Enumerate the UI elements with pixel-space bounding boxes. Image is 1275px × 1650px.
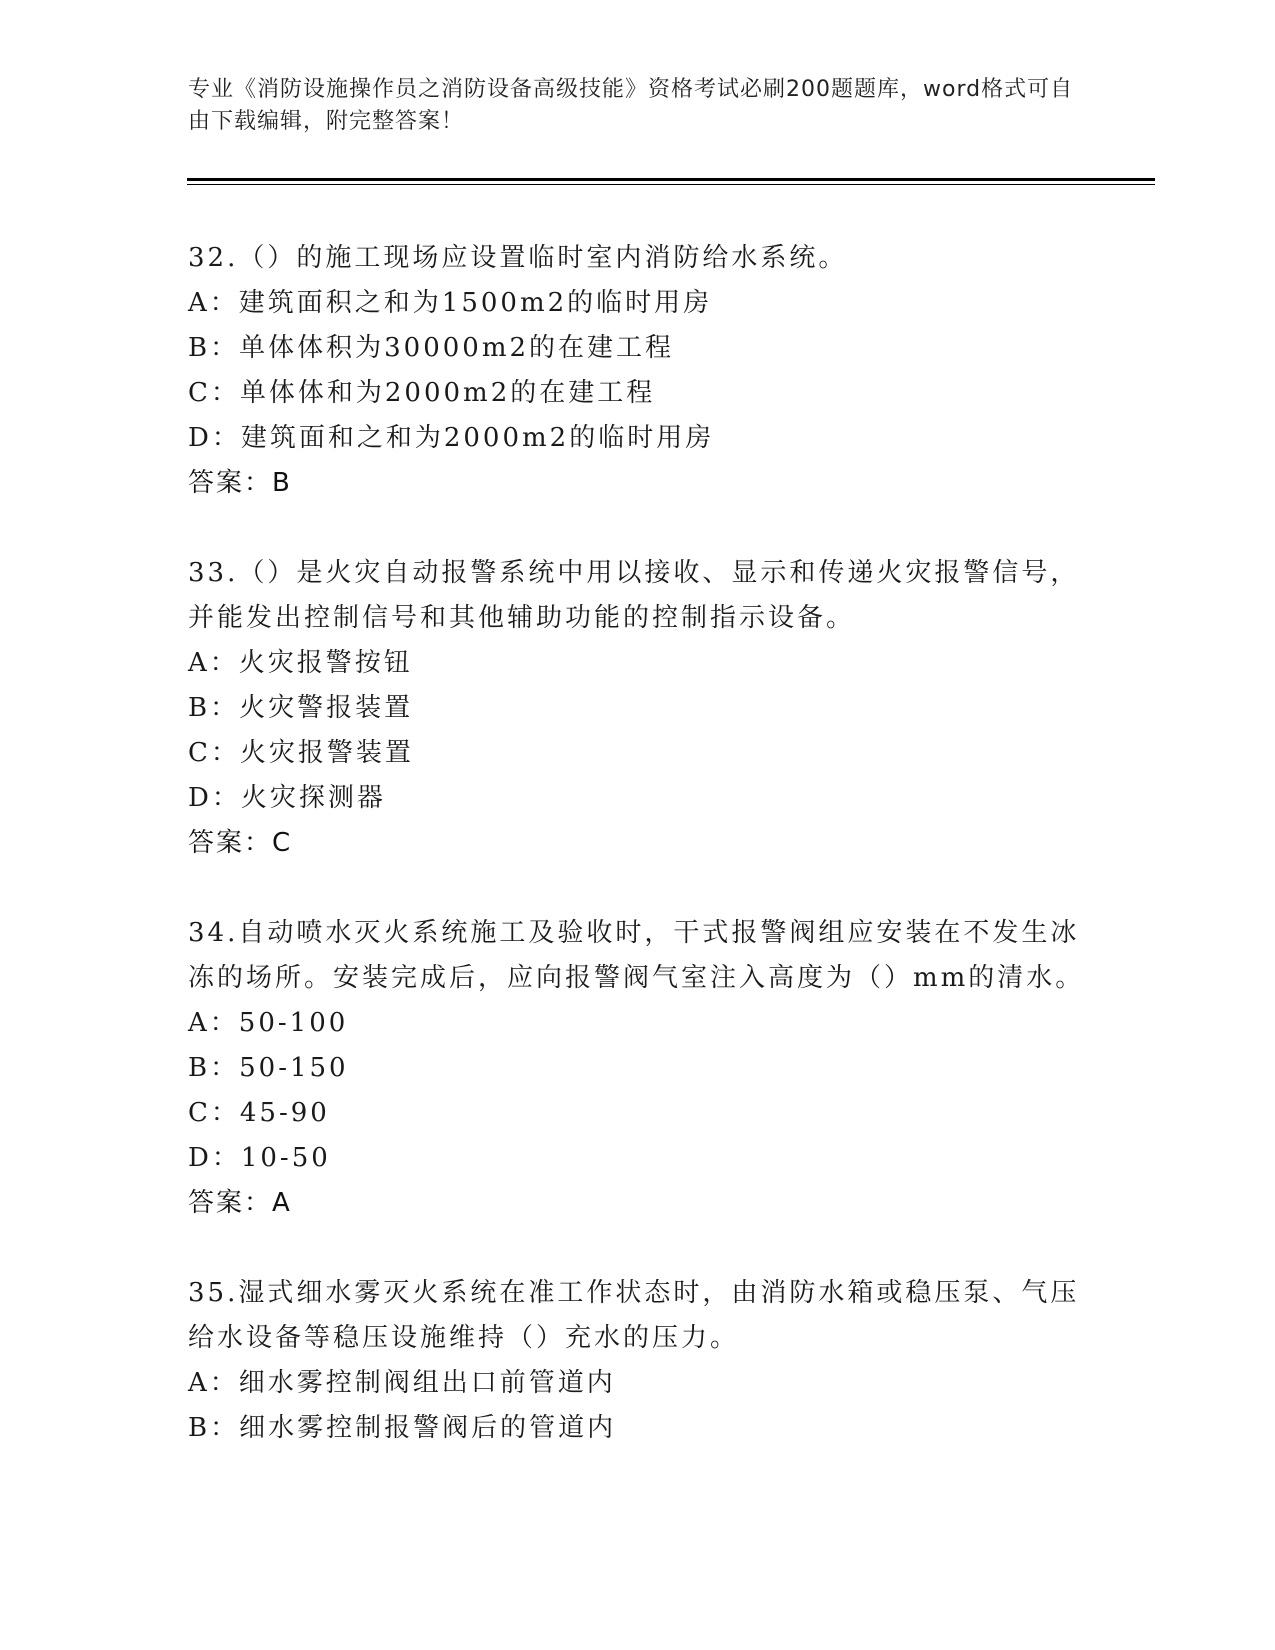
header-divider-thick — [187, 178, 1155, 181]
option-c: C：单体体和为2000m2的在建工程 — [188, 378, 656, 408]
option-c: C：45-90 — [188, 1098, 330, 1128]
option-d: D：建筑面和之和为2000m2的临时用房 — [188, 423, 715, 453]
question-stem: 33.（）是火灾自动报警系统中用以接收、显示和传递火灾报警信号， — [188, 558, 1080, 588]
option-a: A：火灾报警按钮 — [188, 648, 413, 678]
question-stem: 34.自动喷水灭火系统施工及验收时，干式报警阀组应安装在不发生冰 — [188, 918, 1080, 948]
answer-line: 答案：A — [188, 1188, 292, 1218]
question-list — [188, 236, 1088, 1496]
option-a: A：建筑面积之和为1500m2的临时用房 — [188, 288, 713, 318]
question-33 — [188, 551, 1088, 866]
option-d: D：火灾探测器 — [188, 783, 386, 813]
option-b: B：火灾警报装置 — [188, 693, 414, 723]
question-stem: 35.湿式细水雾灭火系统在准工作状态时，由消防水箱或稳压泵、气压 — [188, 1278, 1080, 1308]
answer-line: 答案：B — [188, 468, 292, 498]
document-intro: 专业《消防设施操作员之消防设备高级技能》资格考试必刷200题题库，word格式可自由下载编辑，附完整答案！ — [188, 77, 1074, 134]
option-a: A：50-100 — [188, 1008, 349, 1038]
header-divider-thin — [187, 184, 1155, 185]
question-32 — [188, 236, 1088, 506]
question-35 — [188, 1271, 1088, 1451]
question-34 — [188, 911, 1088, 1226]
option-b: B：50-150 — [188, 1053, 349, 1083]
question-stem: 32.（）的施工现场应设置临时室内消防给水系统。 — [188, 243, 848, 273]
question-stem-continued: 冻的场所。安装完成后，应向报警阀气室注入高度为（）mm的清水。 — [188, 963, 1085, 993]
option-a: A：细水雾控制阀组出口前管道内 — [188, 1368, 616, 1398]
option-b: B：单体体积为30000m2的在建工程 — [188, 333, 675, 363]
option-d: D：10-50 — [188, 1143, 331, 1173]
answer-line: 答案：C — [188, 828, 293, 858]
option-c: C：火灾报警装置 — [188, 738, 414, 768]
question-stem-continued: 给水设备等稳压设施维持（）充水的压力。 — [188, 1323, 740, 1353]
option-b: B：细水雾控制报警阀后的管道内 — [188, 1413, 617, 1443]
question-stem-continued: 并能发出控制信号和其他辅助功能的控制指示设备。 — [188, 603, 856, 633]
